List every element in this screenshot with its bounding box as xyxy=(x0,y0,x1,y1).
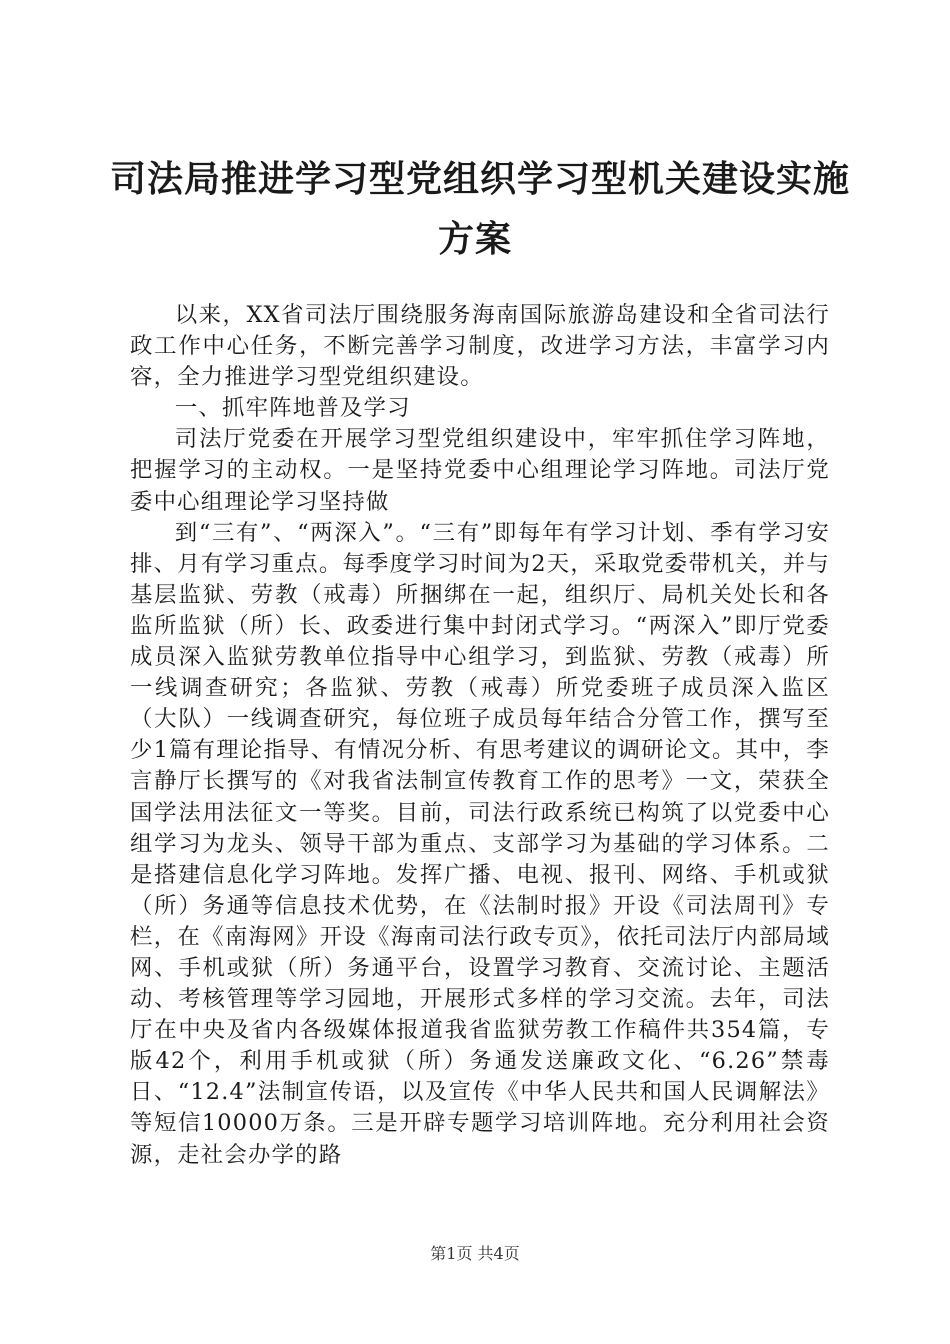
document-title-line-1: 司法局推进学习型党组织学习型机关建设实施 xyxy=(110,159,851,200)
section-heading-1: 一、抓牢阵地普及学习 xyxy=(174,395,411,422)
document-title-line-2: 方案 xyxy=(437,219,512,260)
document-body xyxy=(130,300,830,1171)
paragraph-intro: 以来，XX省司法厅围绕服务海南国际旅游岛建设和全省司法行政工作中心任务，不断完善学习制度，改进学习方法，丰富学习内容，全力推进学习型党组织建设。 xyxy=(130,302,830,391)
page-number-footer: 第1页 共4页 xyxy=(430,1244,520,1263)
paragraph-party-committee: 司法厅党委在开展学习型党组织建设中，牢牢抓住学习阵地，把握学习的主动权。一是坚持党委中心组理论学习阵地。司法厅党委中心组理论学习坚持做 xyxy=(130,426,830,515)
paragraph-study-system: 到“三有”、“两深入”。“三有”即每年有学习计划、季有学习安排、月有学习重点。每季度学习时间为2天，采取党委带机关，并与基层监狱、劳教（戒毒）所捆绑在一起，组织厅、局机关处长和各监所监狱（所）长、政委进行集中封闭式学习。“两深入”即厅党委成员深入监狱劳教单位指导中心组学习，到监狱、劳教（戒毒）所一线调查研究；各监狱、劳教（戒毒）所党委班子成员深入监区（大队）一线调查研究，每位班子成员每年结合分管工作，撰写至少1篇有理论指导、有情况分析、有思考建议的调研论文。其中，李言静厅长撰写的《对我省法制宣传教育工作的思考》一文，荣获全国学法用法征文一等奖。目前，司法行政系统已构筑了以党委中心组学习为龙头、领导干部为重点、支部学习为基础的学习体系。二是搭建信息化学习阵地。发挥广播、电视、报刊、网络、手机或狱（所）务通等信息技术优势，在《法制时报》开设《司法周刊》专栏，在《南海网》开设《海南司法行政专页》，依托司法厅内部局域网、手机或狱（所）务通平台，设置学习教育、交流讨论、主题活动、考核管理等学习园地，开展形式多样的学习交流。去年，司法厅在中央及省内各级媒体报道我省监狱劳教工作稿件共354篇，专版42个，利用手机或狱（所）务通发送廉政文化、“6.26”禁毒日、“12.4”法制宣传语，以及宣传《中华人民共和国人民调解法》等短信10000万条。三是开辟专题学习培训阵地。充分利用社会资源，走社会办学的路 xyxy=(130,519,830,1168)
